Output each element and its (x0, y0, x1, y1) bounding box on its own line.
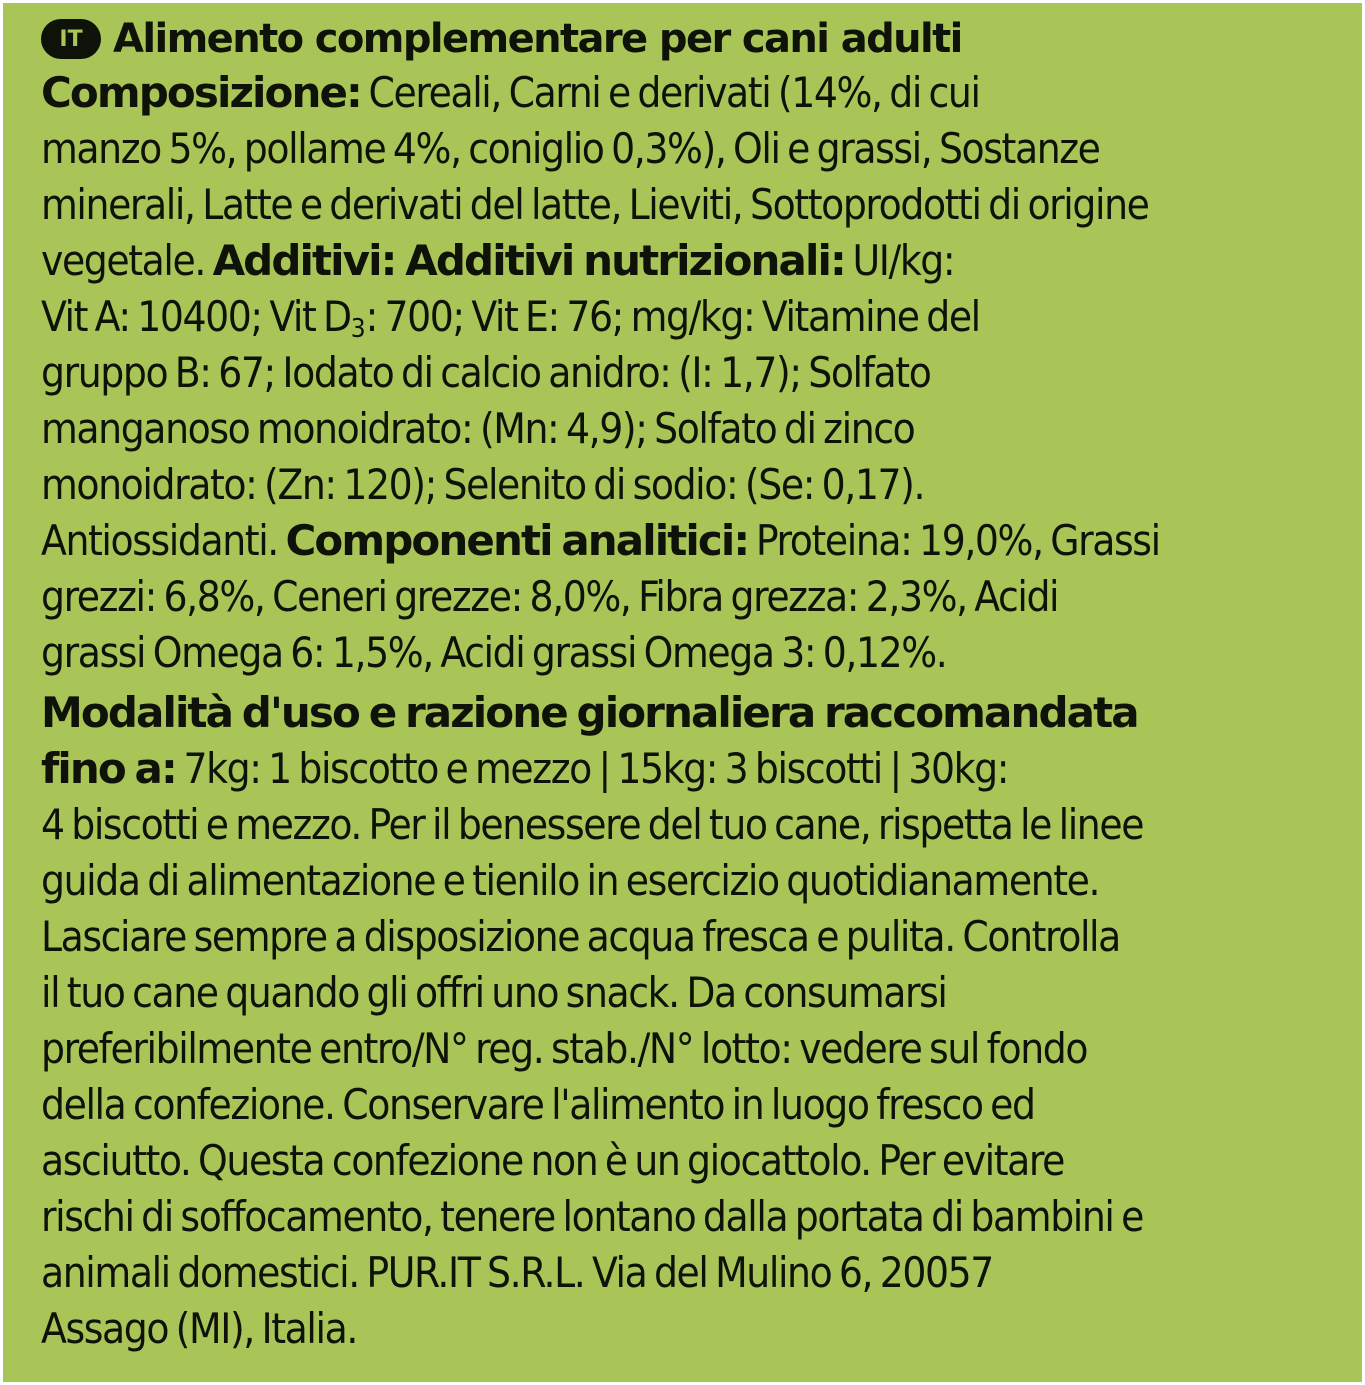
usage-line: asciutto. Questa confezione non è un giocattolo. Per evitare (41, 1136, 1064, 1185)
analytical-line: grezzi: 6,8%, Ceneri grezze: 8,0%, Fibra grezza: 2,3%, Acidi (41, 572, 1059, 621)
language-badge: IT (41, 19, 101, 59)
analytical-line (41, 513, 1338, 569)
vitamin-d-subscript: 3 (350, 314, 366, 344)
product-title: Alimento complementare per cani adulti (113, 16, 962, 62)
composition-line (41, 65, 1338, 121)
additives-line (41, 233, 1338, 289)
composition-heading: Composizione: (41, 68, 361, 117)
usage-heading-cont: fino a: (41, 744, 176, 793)
vitamins-text: : 700; Vit E: 76; mg/kg: Vitamine del (365, 292, 980, 341)
analytical-heading: Componenti analitici: (285, 516, 749, 565)
composition-line: manzo 5%, pollame 4%, coniglio 0,3%), Oli e grassi, Sostanze (41, 124, 1100, 173)
antioxidants-text: Antiossidanti. (41, 516, 286, 565)
composition-text: Cereali, Carni e derivati (14%, di cui (360, 68, 980, 117)
usage-line: preferibilmente entro/N° reg. stab./N° lotto: vedere sul fondo (41, 1024, 1088, 1073)
usage-line: il tuo cane quando gli offri uno snack. Da consumarsi (41, 968, 947, 1017)
additives-heading: Additivi: Additivi nutrizionali: (212, 236, 845, 285)
ration-line (41, 741, 1338, 797)
additives-line: monoidrato: (Zn: 120); Selenito di sodio: (Se: 0,17). (41, 460, 925, 509)
ration-text: 7kg: 1 biscotto e mezzo | 15kg: 3 biscotti | 30kg: (175, 744, 1009, 793)
vitamins-text: Vit A: 10400; Vit D (41, 292, 351, 341)
composition-text: vegetale. (41, 236, 213, 285)
analytical-line: grassi Omega 6: 1,5%, Acidi grassi Omega 3: 0,12%. (41, 628, 947, 677)
usage-line: 4 biscotti e mezzo. Per il benessere del tuo cane, rispetta le linee (41, 800, 1144, 849)
composition-section (41, 65, 1338, 681)
usage-line: guida di alimentazione e tienilo in esercizio quotidianamente. (41, 856, 1100, 905)
usage-section (41, 685, 1338, 1357)
usage-heading-line (41, 685, 1338, 741)
usage-line: Lasciare sempre a disposizione acqua fresca e pulita. Controlla (41, 912, 1120, 961)
additives-line: gruppo B: 67; Iodato di calcio anidro: (I: 1,7); Solfato (41, 348, 931, 397)
manufacturer-line: animali domestici. PUR.IT S.R.L. Via del Mulino 6, 20057 (41, 1248, 993, 1297)
product-label-panel (3, 3, 1362, 1382)
vitamins-line (41, 289, 1338, 345)
analytical-text: Proteina: 19,0%, Grassi (748, 516, 1160, 565)
composition-line: minerali, Latte e derivati del latte, Lieviti, Sottoprodotti di origine (41, 180, 1149, 229)
usage-line: rischi di soffocamento, tenere lontano dalla portata di bambini e (41, 1192, 1143, 1241)
title-line (41, 13, 1338, 65)
additives-unit: UI/kg: (844, 236, 955, 285)
usage-line: della confezione. Conservare l'alimento in luogo fresco ed (41, 1080, 1035, 1129)
additives-line: manganoso monoidrato: (Mn: 4,9); Solfato di zinco (41, 404, 915, 453)
usage-heading: Modalità d'uso e razione giornaliera raccomandata (41, 688, 1138, 737)
manufacturer-line: Assago (MI), Italia. (41, 1304, 357, 1353)
